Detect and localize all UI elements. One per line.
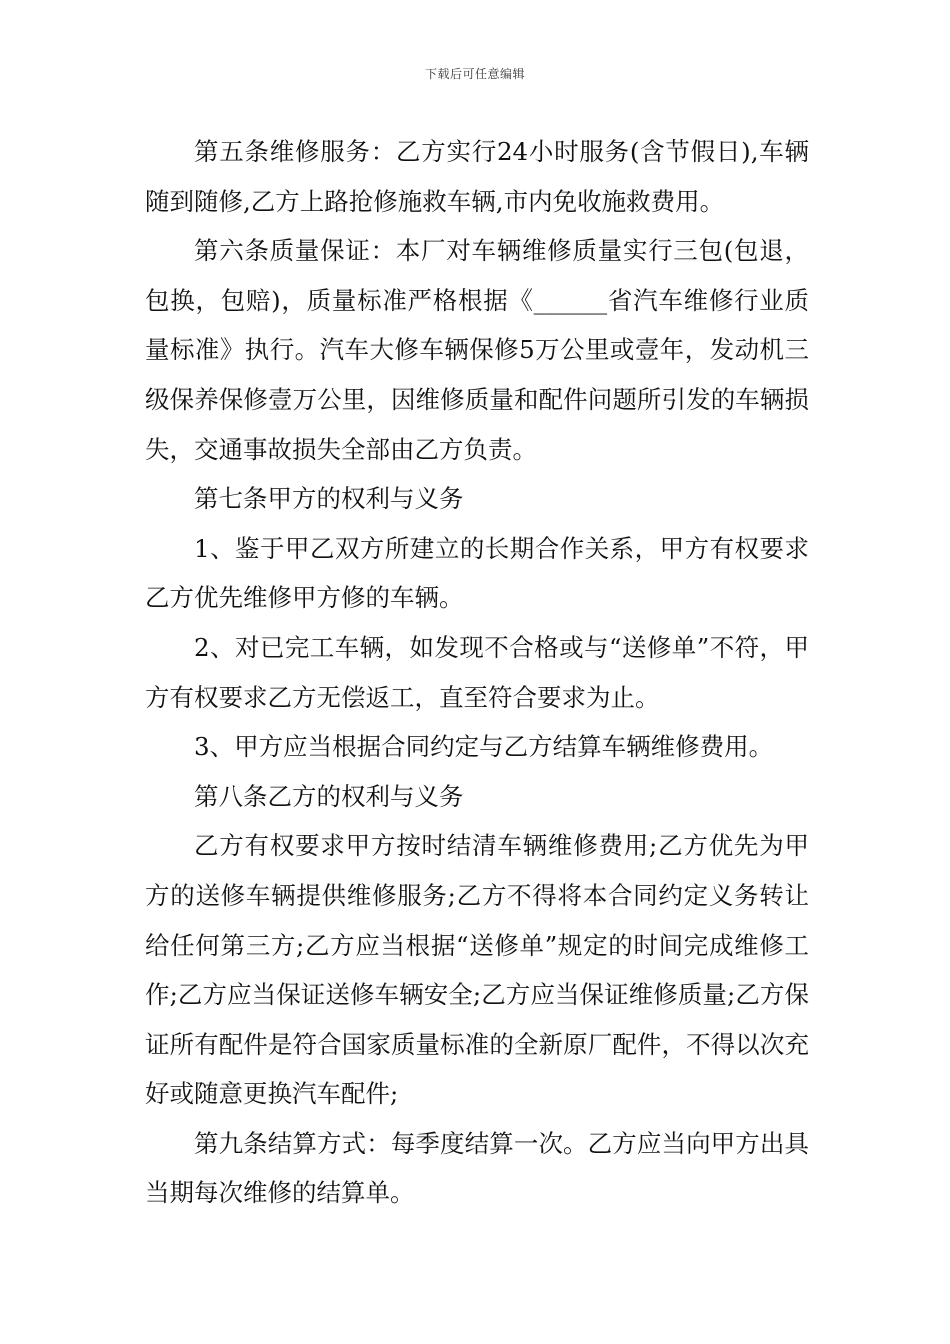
- article-9-settlement: 第九条结算方式：每季度结算一次。乙方应当向甲方出具当期每次维修的结算单。: [145, 1128, 809, 1208]
- document-body: [145, 127, 809, 1218]
- article-7-item-2: 2、对已完工车辆，如发现不合格或与“送修单”不符，甲方有权要求乙方无偿返工，直至符合要求为止。: [145, 632, 809, 712]
- article-6-quality-guarantee: 第六条质量保证：本厂对车辆维修质量实行三包(包退，包换，包赔)，质量标准严格根据《______省汽车维修行业质量标准》执行。汽车大修车辆保修5万公里或壹年，发动机三级保养保修壹万公里，因维修质量和配件问题所引发的车辆损失，交通事故损失全部由乙方负责。: [145, 236, 809, 464]
- article-5-maintenance-service: 第五条维修服务：乙方实行24小时服务(含节假日),车辆随到随修,乙方上路抢修施救车辆,市内免收施救费用。: [145, 137, 809, 216]
- article-8-body: 乙方有权要求甲方按时结清车辆维修费用;乙方优先为甲方的送修车辆提供维修服务;乙方不得将本合同约定义务转让给任何第三方;乙方应当根据“送修单”规定的时间完成维修工作;乙方应当保证送修车辆安全;乙方应当保证维修质量;乙方保证所有配件是符合国家质量标准的全新原厂配件，不得以次充好或随意更换汽车配件;: [145, 831, 809, 1109]
- article-8-heading: 第八条乙方的权利与义务: [194, 781, 464, 811]
- article-7-item-3: 3、甲方应当根据合同约定与乙方结算车辆维修费用。: [194, 732, 774, 762]
- article-7-item-1: 1、鉴于甲乙双方所建立的长期合作关系，甲方有权要求乙方优先维修甲方修的车辆。: [145, 533, 809, 613]
- article-7-heading: 第七条甲方的权利与义务: [194, 484, 464, 514]
- page-header: 下载后可任意编辑: [424, 67, 525, 81]
